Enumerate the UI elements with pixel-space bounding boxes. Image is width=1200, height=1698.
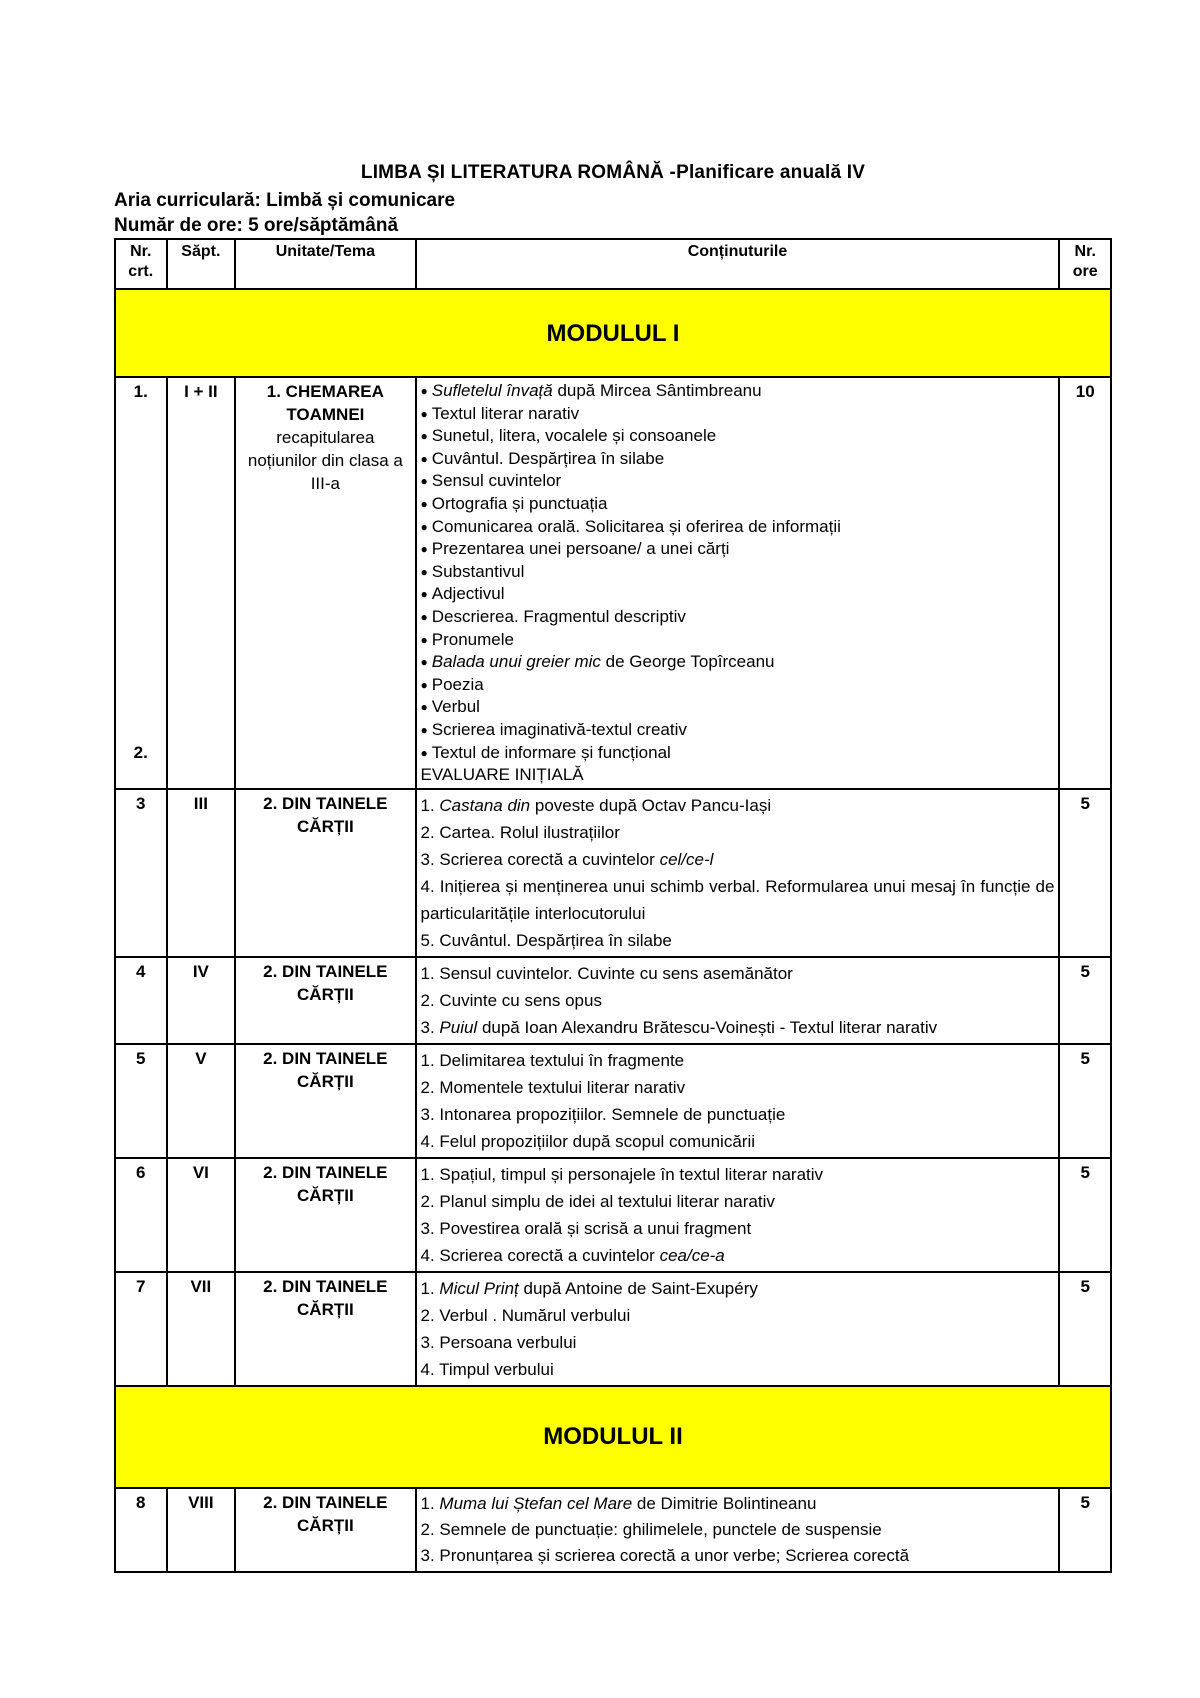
row-unit: [235, 1158, 415, 1272]
content-item: 2. Semnele de punctuație: ghilimelele, punctele de suspensie: [420, 1519, 882, 1539]
unit-subtitle: recapitularea noțiunilor din clasa a III-a: [247, 428, 403, 493]
row-week: III: [167, 789, 236, 957]
content-item: 2. Verbul . Numărul verbului: [420, 1305, 631, 1325]
module-row: [115, 1386, 1111, 1488]
content-item: 2. Cuvinte cu sens opus: [420, 990, 602, 1010]
row-unit: [235, 377, 415, 789]
content-item: 2. Cartea. Rolul ilustrațiilor: [420, 822, 620, 842]
content-item: 3. Scrierea corectă a cuvintelor cel/ce-l: [420, 849, 714, 869]
content-item: ● Pronumele: [421, 629, 1055, 652]
content-item: ● Comunicarea orală. Solicitarea și oferirea de informații: [421, 516, 1055, 539]
row-unit: [235, 1488, 415, 1572]
row-unit: [235, 1272, 415, 1386]
row-week: VIII: [167, 1488, 236, 1572]
row-contents: [416, 377, 1060, 789]
content-item: 1. Spațiul, timpul și personajele în textul literar narativ: [420, 1164, 824, 1184]
content-item: 1. Castana din poveste după Octav Pancu-Iași: [420, 795, 772, 815]
row-contents: [416, 789, 1060, 957]
content-item: 4. Timpul verbului: [420, 1359, 554, 1379]
row-number: 6: [115, 1158, 167, 1272]
content-item: 1. Delimitarea textului în fragmente: [420, 1050, 685, 1070]
row-unit: [235, 957, 415, 1044]
hours-per-week: Număr de ore: 5 ore/săptămână: [114, 215, 399, 236]
content-item: ● Adjectivul: [421, 583, 1055, 606]
content-item: ● Cuvântul. Despărțirea în silabe: [421, 448, 1055, 471]
content-item: 3. Puiul după Ioan Alexandru Brătescu-Voinești - Textul literar narativ: [420, 1017, 938, 1037]
header-contents: Conținuturile: [416, 239, 1060, 289]
row-week: I + II: [167, 377, 236, 789]
module-title: MODULUL I: [115, 289, 1111, 377]
row-unit: [235, 789, 415, 957]
unit-title: 2. DIN TAINELE CĂRȚII: [263, 1162, 388, 1205]
planning-table: [114, 238, 1112, 1573]
curricular-area: Aria curriculară: Limbă și comunicare: [114, 190, 456, 211]
row-unit: [235, 1044, 415, 1158]
content-item: ● Ortografia și punctuația: [421, 493, 1055, 516]
row-number: 4: [115, 957, 167, 1044]
content-item: ● Textul de informare și funcțional: [421, 742, 1055, 765]
row-contents: [416, 1158, 1060, 1272]
evaluation-label: EVALUARE INIȚIALĂ: [420, 765, 584, 785]
unit-title: 2. DIN TAINELE CĂRȚII: [263, 1492, 388, 1535]
row-number: 8: [115, 1488, 167, 1572]
content-item: ● Prezentarea unei persoane/ a unei cărți: [421, 538, 1055, 561]
content-item: 2. Momentele textului literar narativ: [420, 1077, 686, 1097]
content-item: ● Poezia: [421, 674, 1055, 697]
row-hours: 5: [1059, 789, 1111, 957]
table-row: [115, 377, 1111, 789]
content-item: 1. Micul Prinț după Antoine de Saint-Exupéry: [420, 1278, 758, 1298]
row-hours: 5: [1059, 1272, 1111, 1386]
row-hours: 5: [1059, 1158, 1111, 1272]
content-item: ● Sensul cuvintelor: [421, 470, 1055, 493]
unit-title: 2. DIN TAINELE CĂRȚII: [263, 793, 388, 836]
content-item: ● Verbul: [421, 696, 1055, 719]
content-item: 2. Planul simplu de idei al textului literar narativ: [420, 1191, 775, 1211]
row-hours: 5: [1059, 1044, 1111, 1158]
content-item: 3. Povestirea orală și scrisă a unui fragment: [420, 1218, 752, 1238]
row-hours: 5: [1059, 1488, 1111, 1572]
unit-title: 2. DIN TAINELE CĂRȚII: [263, 1048, 388, 1091]
content-item: 5. Cuvântul. Despărțirea în silabe: [420, 930, 672, 950]
content-item: ● Sufletelul învață după Mircea Sântimbreanu: [421, 380, 1055, 403]
module-title: MODULUL II: [115, 1386, 1111, 1488]
content-item: ● Descrierea. Fragmentul descriptiv: [421, 606, 1055, 629]
content-item: ● Scrierea imaginativă-textul creativ: [421, 719, 1055, 742]
row-hours: 10: [1059, 377, 1111, 789]
row-number-1: 1.: [133, 382, 148, 401]
content-item: ● Sunetul, litera, vocalele și consoanele: [421, 425, 1055, 448]
row-number: [115, 377, 167, 789]
row-contents: [416, 1044, 1060, 1158]
table-row: [115, 957, 1111, 1044]
document-page: [114, 162, 1112, 1573]
content-item: ● Substantivul: [421, 561, 1055, 584]
unit-title: 2. DIN TAINELE CĂRȚII: [263, 961, 388, 1004]
row-contents: [416, 957, 1060, 1044]
row-contents: [416, 1272, 1060, 1386]
content-item: 3. Intonarea propozițiilor. Semnele de punctuație: [420, 1104, 786, 1124]
row-number-2: 2.: [133, 742, 148, 762]
row-week: VI: [167, 1158, 236, 1272]
content-item: ● Balada unui greier mic de George Topîrceanu: [421, 651, 1055, 674]
header-week: Săpt.: [167, 239, 236, 289]
page-title: LIMBA ȘI LITERATURA ROMÂNĂ -Planificare anuală IV: [360, 162, 866, 183]
unit-title: 2. DIN TAINELE CĂRȚII: [263, 1276, 388, 1319]
row-week: IV: [167, 957, 236, 1044]
header-unit: Unitate/Tema: [235, 239, 415, 289]
content-item: ● Textul literar narativ: [421, 403, 1055, 426]
row-number: 5: [115, 1044, 167, 1158]
header-nr: Nr. crt.: [115, 239, 167, 289]
table-row: [115, 1488, 1111, 1572]
row-week: V: [167, 1044, 236, 1158]
row-week: VII: [167, 1272, 236, 1386]
unit-title: 1. CHEMAREA TOAMNEI: [266, 382, 384, 424]
content-item: 1. Sensul cuvintelor. Cuvinte cu sens asemănător: [420, 963, 793, 983]
table-row: [115, 1272, 1111, 1386]
table-row: [115, 1158, 1111, 1272]
module-row: [115, 289, 1111, 377]
row-number: 7: [115, 1272, 167, 1386]
content-item: 3. Persoana verbului: [420, 1332, 577, 1352]
table-header-row: [115, 239, 1111, 289]
content-item: 1. Muma lui Ștefan cel Mare de Dimitrie Bolintineanu: [420, 1493, 817, 1513]
row-hours: 5: [1059, 957, 1111, 1044]
content-item: 4. Felul propozițiilor după scopul comunicării: [420, 1131, 755, 1151]
table-row: [115, 789, 1111, 957]
content-item: 3. Pronunțarea și scrierea corectă a unor verbe; Scrierea corectă: [420, 1545, 910, 1565]
header-hours: Nr. ore: [1059, 239, 1111, 289]
row-number: 3: [115, 789, 167, 957]
content-item: 4. Scrierea corectă a cuvintelor cea/ce-a: [420, 1245, 725, 1265]
content-item: 4. Inițierea și menținerea unui schimb verbal. Reformularea unui mesaj în funcție de particularitățile interlocutorului: [420, 876, 1055, 923]
row-contents: [416, 1488, 1060, 1572]
table-row: [115, 1044, 1111, 1158]
